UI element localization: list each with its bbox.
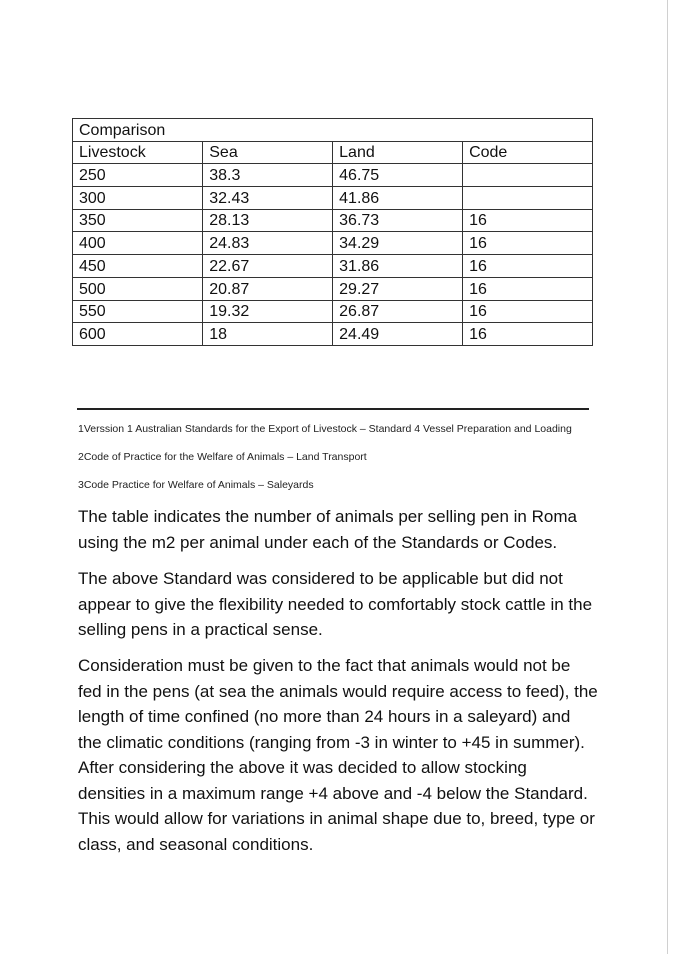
cell-livestock: 550: [73, 300, 203, 323]
cell-land: 46.75: [333, 164, 463, 187]
cell-livestock: 450: [73, 255, 203, 278]
table-title: Comparison: [73, 119, 593, 142]
cell-land: 36.73: [333, 209, 463, 232]
paragraph-table-description: The table indicates the number of animals per selling pen in Roma using the m2 per animal under each of the Standards or Codes.: [78, 507, 577, 552]
cell-sea: 22.67: [203, 255, 333, 278]
table-row: [73, 164, 593, 187]
cell-land: 31.86: [333, 255, 463, 278]
header-land: Land: [333, 141, 463, 164]
paragraph-standard-applicability: The above Standard was considered to be applicable but did not appear to give the flexibility needed to comfortably stock cattle in the selling pens in a practical sense.: [78, 569, 593, 639]
cell-code: 16: [463, 300, 593, 323]
cell-code: 16: [463, 209, 593, 232]
cell-land: 24.49: [333, 323, 463, 346]
cell-livestock: 400: [73, 232, 203, 255]
table-row: [73, 255, 593, 278]
table-row: [73, 277, 593, 300]
cell-code: 16: [463, 232, 593, 255]
table-row: [73, 209, 593, 232]
cell-land: 34.29: [333, 232, 463, 255]
table-row: [73, 323, 593, 346]
table-header-row: [73, 141, 593, 164]
cell-code: 16: [463, 323, 593, 346]
cell-code: 16: [463, 255, 593, 278]
cell-sea: 28.13: [203, 209, 333, 232]
cell-sea: 18: [203, 323, 333, 346]
table-row: [73, 187, 593, 210]
paragraph-considerations: Consideration must be given to the fact that animals would not be fed in the pens (at sea the animals would require access to feed), the length of time confined (no more than 24 hours in a saleyard) and the climatic conditions (ranging from -3 in winter to +45 in summer). After considering the above it was decided to allow stocking densities in a maximum range +4 above and -4 below the Standard. This would allow for variations in animal shape due to, breed, type or class, and seasonal conditions.: [78, 656, 598, 854]
header-livestock: Livestock: [73, 141, 203, 164]
footnote-separator: [77, 408, 589, 410]
cell-land: 29.27: [333, 277, 463, 300]
cell-sea: 24.83: [203, 232, 333, 255]
comparison-table: [72, 118, 593, 346]
table-title-row: [73, 119, 593, 142]
cell-livestock: 250: [73, 164, 203, 187]
footnote-3: 3Code Practice for Welfare of Animals – Saleyards: [78, 479, 314, 491]
cell-land: 26.87: [333, 300, 463, 323]
cell-sea: 20.87: [203, 277, 333, 300]
cell-land: 41.86: [333, 187, 463, 210]
page-edge-line: [667, 0, 668, 954]
cell-code: 16: [463, 277, 593, 300]
cell-code: [463, 164, 593, 187]
cell-livestock: 300: [73, 187, 203, 210]
header-code: Code: [463, 141, 593, 164]
cell-code: [463, 187, 593, 210]
cell-sea: 32.43: [203, 187, 333, 210]
footnote-2: 2Code of Practice for the Welfare of Animals – Land Transport: [78, 451, 367, 463]
cell-livestock: 600: [73, 323, 203, 346]
cell-sea: 38.3: [203, 164, 333, 187]
cell-sea: 19.32: [203, 300, 333, 323]
table-row: [73, 300, 593, 323]
table-row: [73, 232, 593, 255]
footnote-1: 1Verssion 1 Australian Standards for the Export of Livestock – Standard 4 Vessel Preparation and Loading: [78, 423, 572, 435]
cell-livestock: 350: [73, 209, 203, 232]
header-sea: Sea: [203, 141, 333, 164]
cell-livestock: 500: [73, 277, 203, 300]
